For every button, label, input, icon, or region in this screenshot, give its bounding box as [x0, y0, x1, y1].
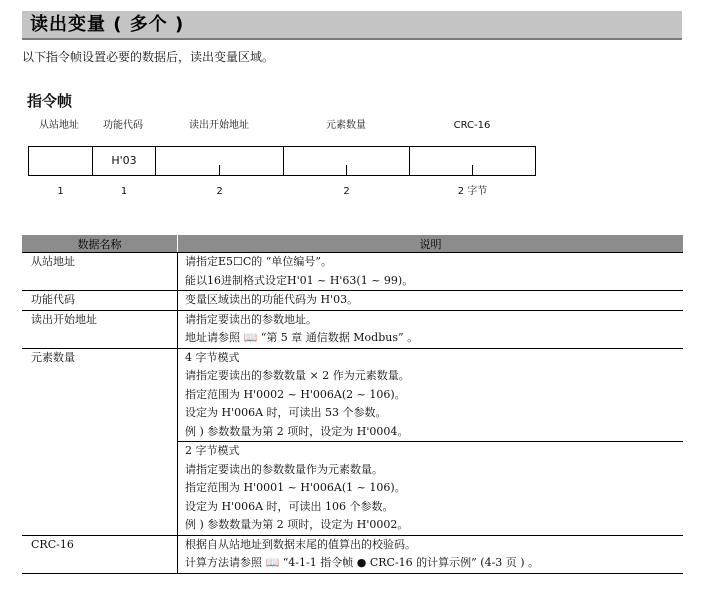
description-line: 能以16进制格式设定H'01 ~ H'63(1 ~ 99)。	[185, 273, 414, 287]
row-description	[178, 310, 684, 348]
row-name: 从站地址	[22, 253, 178, 291]
frame-header-function-code: 功能代码	[103, 120, 143, 131]
frame-header-slave-address: 从站地址	[39, 120, 79, 131]
description-line: 请指定E5☐C的 “单位编号”。	[185, 255, 333, 268]
frame-size-start-address: 2	[216, 186, 223, 197]
row-name: 元素数量	[22, 348, 178, 535]
frame-field-function-code: H'03	[92, 146, 156, 176]
frame-field-slave-address	[28, 146, 93, 176]
frame-size-slave-address: 1	[57, 186, 64, 197]
row-description	[178, 291, 684, 311]
description-line: 请指定要读出的参数地址。	[185, 312, 317, 326]
description-line: 设定为 H'006A 时，可读出 53 个参数。	[185, 406, 387, 419]
description-line: 变量区域读出的功能代码为 H'03。	[185, 293, 359, 306]
table-header-row	[22, 235, 683, 253]
column-header-description: 说明	[178, 235, 684, 253]
table-row	[22, 253, 683, 291]
byte-divider	[472, 165, 473, 175]
description-line: 指定范围为 H'0001 ~ H'006A(1 ~ 106)。	[185, 481, 406, 494]
frame-header-crc16: CRC-16	[453, 120, 491, 131]
table-row	[22, 535, 683, 573]
row-name: 功能代码	[22, 291, 178, 311]
description-line: 地址请参照 📖 “第 5 章 通信数据 Modbus” 。	[185, 331, 419, 344]
table-row	[22, 310, 683, 348]
byte-divider	[346, 165, 347, 175]
row-description	[178, 535, 684, 573]
description-line: 请指定要读出的参数数量 × 2 作为元素数量。	[185, 369, 410, 382]
intro-text: 以下指令帧设置必要的数据后，读出变量区域。	[22, 50, 275, 64]
description-line: 2 字节模式	[185, 444, 240, 457]
frame-size-function-code: 1	[120, 186, 128, 197]
description-line: 指定范围为 H'0002 ~ H'006A(2 ~ 106)。	[185, 387, 406, 401]
description-line: 请指定要读出的参数数量作为元素数量。	[185, 462, 383, 476]
row-description	[178, 253, 684, 291]
row-name: CRC-16	[22, 535, 178, 573]
row-name: 读出开始地址	[22, 310, 178, 348]
byte-divider	[219, 165, 220, 175]
description-line: 计算方法请参照 📖 “4-1-1 指令帧 ● CRC-16 的计算示例” (4-3 页 ) 。	[185, 556, 540, 569]
description-line: 设定为 H'006A 时，可读出 106 个参数。	[185, 499, 394, 513]
frame-size-element-count: 2	[343, 186, 350, 197]
section-title-bar	[22, 11, 682, 40]
description-line: 例 ) 参数数量为第 2 项时，设定为 H'0002。	[185, 518, 409, 531]
frame-header-element-count: 元素数量	[326, 120, 366, 131]
description-line: 4 字节模式	[185, 350, 240, 364]
description-line: 例 ) 参数数量为第 2 项时，设定为 H'0004。	[185, 424, 409, 438]
frame-size-crc16: 2 字节	[457, 186, 488, 197]
frame-title: 指令帧	[27, 92, 73, 110]
table-row	[22, 348, 683, 535]
table-row	[22, 291, 683, 311]
frame-header-start-address: 读出开始地址	[189, 120, 249, 131]
description-line: 根据自从站地址到数据末尾的值算出的校验码。	[185, 537, 416, 551]
section-title: 读出变量 ( 多个 )	[30, 14, 185, 35]
row-description	[178, 348, 684, 535]
data-table	[22, 235, 683, 574]
column-header-data-name: 数据名称	[22, 235, 178, 253]
